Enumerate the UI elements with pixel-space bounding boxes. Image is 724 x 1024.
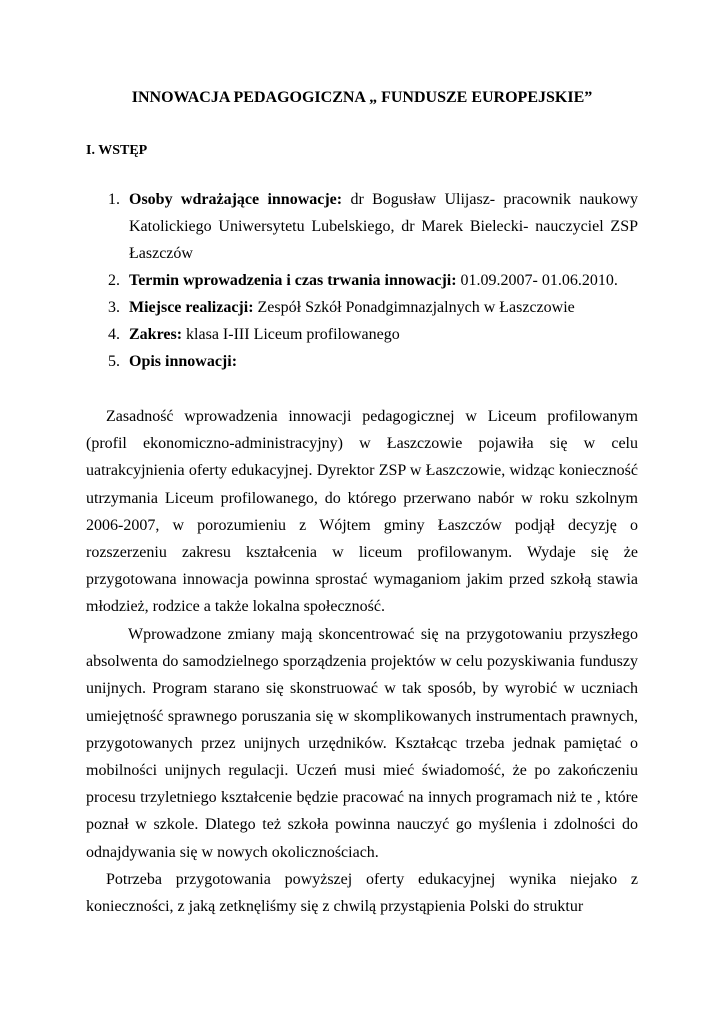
- list-item-number: 3.: [108, 299, 120, 316]
- list-item-number: 4.: [108, 326, 120, 343]
- list-item-label: Miejsce realizacji:: [129, 299, 254, 316]
- list-item: [86, 294, 638, 321]
- body-paragraph: Wprowadzone zmiany mają skoncentrować się na przygotowaniu przyszłego absolwenta do samodzielnego sporządzenia projektów w celu pozyskiwania funduszy unijnych. Program starano się skonstruować w tak sposób, by wyrobić w uczniach umiejętność sprawnego poruszania się w skomplikowanych instrumentach prawnych, przygotowanych przez unijnych urzędników. Kształcąc trzeba jednak pamiętać o mobilności unijnych regulacji. Uczeń musi mieć świadomość, że po zakończeniu procesu trzyletniego kształcenie będzie pracować na innych programach niż te , które poznał w szkole. Dlatego też szkoła powinna nauczyć go myślenia i zdolności do odnajdywania się w nowych okolicznościach.: [86, 626, 638, 861]
- body-paragraph: Potrzeba przygotowania powyższej oferty edukacyjnej wynika niejako z konieczności, z jaką zetknęliśmy się z chwilą przystąpienia Polski do struktur: [86, 871, 638, 916]
- list-item-text: Zespół Szkół Ponadgimnazjalnych w Łaszczowie: [253, 299, 575, 316]
- document-title: INNOWACJA PEDAGOGICZNA „ FUNDUSZE EUROPEJSKIE”: [131, 89, 593, 106]
- list-item-label: Osoby wdrażające innowacje:: [129, 191, 343, 208]
- list-item-label: Termin wprowadzenia i czas trwania innowacji:: [129, 272, 457, 289]
- list-item-number: 5.: [108, 353, 120, 370]
- list-item: [86, 348, 638, 375]
- list-item: [86, 186, 638, 267]
- section-heading: I. WSTĘP: [86, 143, 148, 158]
- list-item-text: 01.09.2007- 01.06.2010.: [456, 272, 618, 289]
- list-item: [86, 321, 638, 348]
- list-item-label: Zakres:: [129, 326, 183, 343]
- info-list: [86, 186, 638, 375]
- list-item-text: klasa I-III Liceum profilowanego: [182, 326, 400, 343]
- list-item: [86, 267, 638, 294]
- body-paragraph: Zasadność wprowadzenia innowacji pedagogicznej w Liceum profilowanym (profil ekonomiczno-administracyjny) w Łaszczowie pojawiła się w celu uatrakcyjnienia oferty edukacyjnej. Dyrektor ZSP w Łaszczowie, widząc konieczność utrzymania Liceum profilowanego, do którego przerwano nabór w roku szkolnym 2006-2007, w porozumieniu z Wójtem gminy Łaszczów podjął decyzję o rozszerzeniu zakresu kształcenia w liceum profilowanym. Wydaje się że przygotowana innowacja powinna sprostać wymaganiom jakim przed szkołą stawia młodzież, rodzice a także lokalna społeczność.: [86, 408, 638, 616]
- list-item-text: dr Bogusław Ulijasz- pracownik naukowy Katolickiego Uniwersytetu Lubelskiego, dr Marek Bielecki- nauczyciel ZSP Łaszczów: [129, 191, 638, 262]
- list-item-number: 1.: [108, 191, 120, 208]
- list-item-label: Opis innowacji:: [129, 353, 238, 370]
- list-item-number: 2.: [108, 272, 120, 289]
